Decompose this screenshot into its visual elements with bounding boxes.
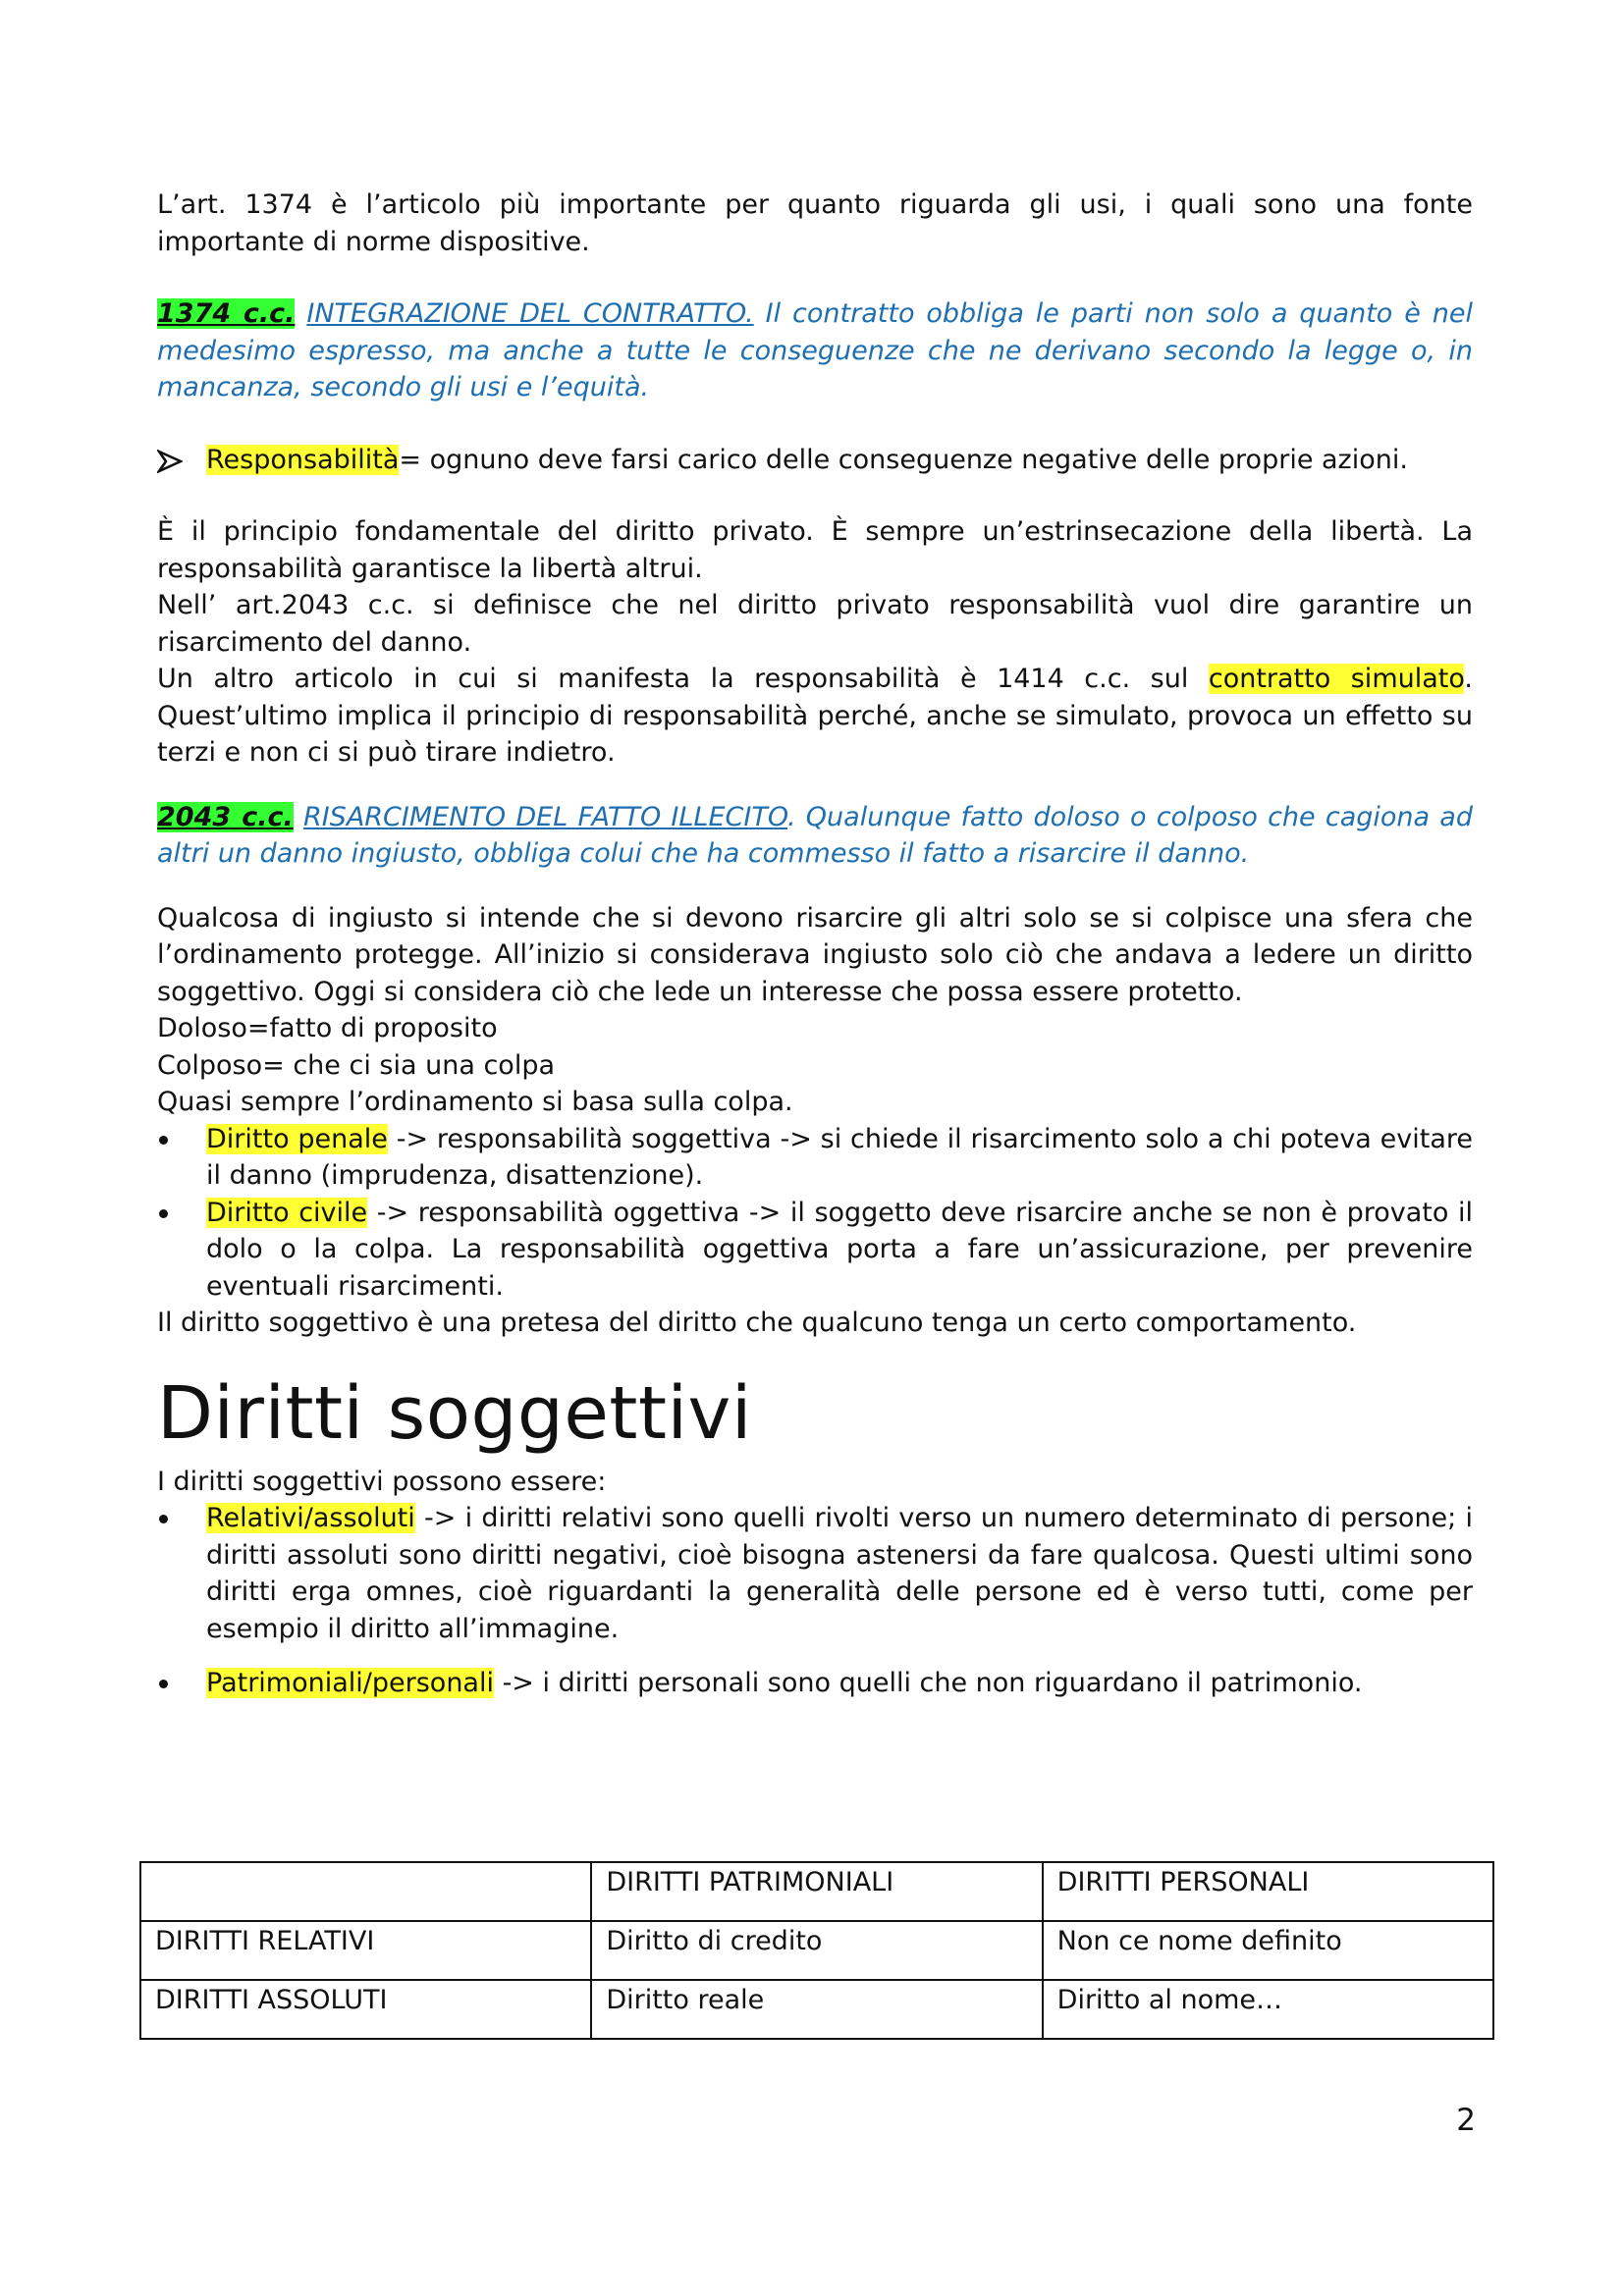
list-item-text: -> responsabilità soggettiva -> si chiede il risarcimento solo a chi poteva evitare il danno (imprudenza, disattenzione).: [206, 1123, 1473, 1191]
responsabilita-item: [157, 442, 1473, 479]
responsabilita-list: [157, 1121, 1473, 1306]
paragraph-art1414-start: Un altro articolo in cui si manifesta la responsabilità è 1414 c.c. sul: [157, 664, 1209, 694]
table-cell: Non ce nome definito: [1043, 1921, 1493, 1980]
table-cell: DIRITTI ASSOLUTI: [140, 1980, 591, 2039]
list-item: [157, 1121, 1473, 1195]
list-item: [157, 1665, 1473, 1702]
table-header-row: [140, 1862, 1493, 1921]
line-colposo: Colposo= che ci sia una colpa: [157, 1049, 555, 1081]
bullet-icon: [157, 1500, 206, 1536]
table-row: [140, 1980, 1493, 2039]
table-cell: [140, 1862, 591, 1921]
paragraph-principio: È il principio fondamentale del diritto privato. È sempre un’estrinsecazione della libertà. La responsabilità garantisce la libertà altrui.: [157, 516, 1473, 584]
paragraph-art1414-end: . Quest’ultimo implica il principio di responsabilità perché, anche se simulato, provoca un effetto su terzi e non ci si può tirare indietro.: [157, 664, 1473, 768]
section-heading: Diritti soggettivi: [157, 1370, 752, 1456]
intro-paragraph: L’art. 1374 è l’articolo più importante per quanto riguarda gli usi, i quali sono una fonte importante di norme dispositive.: [157, 189, 1473, 257]
arrowhead-bullet-icon: [157, 442, 206, 473]
article-1374-text: Il contratto obbliga le parti non solo a quanto è nel medesimo espresso, ma anche a tutte le conseguenze che ne derivano secondo la legge o, in mancanza, secondo gli usi e l’equità.: [157, 298, 1474, 402]
diritti-list: [157, 1500, 1473, 1702]
paragraph-art2043: Nell’ art.2043 c.c. si definisce che nel diritto privato responsabilità vuol dire garantire un risarcimento del danno.: [157, 590, 1473, 658]
table-cell: DIRITTI PERSONALI: [1043, 1862, 1493, 1921]
list-item-term: Relativi/assoluti: [206, 1503, 415, 1533]
diritti-table: [139, 1861, 1494, 2040]
table-cell: DIRITTI PATRIMONIALI: [591, 1862, 1042, 1921]
article-1374-ref: 1374 c.c.: [157, 298, 296, 329]
article-2043: [157, 799, 1473, 873]
article-2043-ref: 2043 c.c.: [157, 801, 294, 832]
contratto-simulato-highlight: contratto simulato: [1208, 664, 1465, 694]
list-item-text: -> i diritti relativi sono quelli rivolti verso un numero determinato di persone; i diritti assoluti sono diritti negativi, cioè bisogna astenersi da fare qualcosa. Questi ultimi sono diritti erga omnes, cioè riguardanti la generalità delle persone ed è verso tutti, come per esempio il diritto all’immagine.: [206, 1503, 1473, 1644]
responsabilita-term: Responsabilità: [206, 444, 400, 475]
bullet-icon: [157, 1665, 206, 1701]
list-item-term: Diritto civile: [206, 1197, 368, 1228]
article-2043-text: . Qualunque fatto doloso o colposo che cagiona ad altri un danno ingiusto, obbliga colui che ha commesso il fatto a risarcire il danno.: [157, 801, 1473, 869]
paragraph-possono-essere: I diritti soggettivi possono essere:: [157, 1466, 607, 1497]
line-colpa: Quasi sempre l’ordinamento si basa sulla colpa.: [157, 1087, 793, 1117]
list-item-term: Diritto penale: [206, 1123, 388, 1154]
table-cell: DIRITTI RELATIVI: [140, 1921, 591, 1980]
table-row: [140, 1921, 1493, 1980]
paragraph-art1414: [157, 661, 1473, 772]
table-cell: Diritto reale: [591, 1980, 1042, 2039]
line-doloso: Doloso=fatto di proposito: [157, 1013, 498, 1043]
table-cell: Diritto di credito: [591, 1921, 1042, 1980]
list-item-text: -> responsabilità oggettiva -> il soggetto deve risarcire anche se non è provato il dolo o la colpa. La responsabilità oggettiva porta a fare un’assicurazione, per prevenire eventuali risarcimenti.: [206, 1197, 1474, 1302]
article-2043-title: RISARCIMENTO DEL FATTO ILLECITO: [302, 801, 787, 832]
list-item-text: -> i diritti personali sono quelli che non riguardano il patrimonio.: [493, 1668, 1363, 1698]
paragraph-ingiusto: Qualcosa di ingiusto si intende che si devono risarcire gli altri solo se si colpisce una sfera che l’ordinamento protegge. All’inizio si considerava ingiusto solo ciò che andava a ledere un diritto soggettivo. Oggi si considera ciò che lede un interesse che possa essere protetto.: [157, 902, 1473, 1007]
article-1374-title: INTEGRAZIONE DEL CONTRATTO.: [306, 298, 754, 329]
bullet-icon: [157, 1121, 206, 1157]
list-item: [157, 1500, 1473, 1647]
table-cell: Diritto al nome…: [1043, 1980, 1493, 2039]
article-1374: [157, 295, 1473, 406]
paragraph-diritto-soggettivo: Il diritto soggettivo è una pretesa del diritto che qualcuno tenga un certo comportamento.: [157, 1308, 1357, 1338]
document-body: [157, 187, 1473, 1706]
list-item: [157, 1195, 1473, 1306]
list-item-term: Patrimoniali/personali: [206, 1668, 494, 1698]
page-number: 2: [1456, 2103, 1476, 2138]
responsabilita-definition: = ognuno deve farsi carico delle conseguenze negative delle proprie azioni.: [399, 444, 1408, 475]
bullet-icon: [157, 1195, 206, 1231]
